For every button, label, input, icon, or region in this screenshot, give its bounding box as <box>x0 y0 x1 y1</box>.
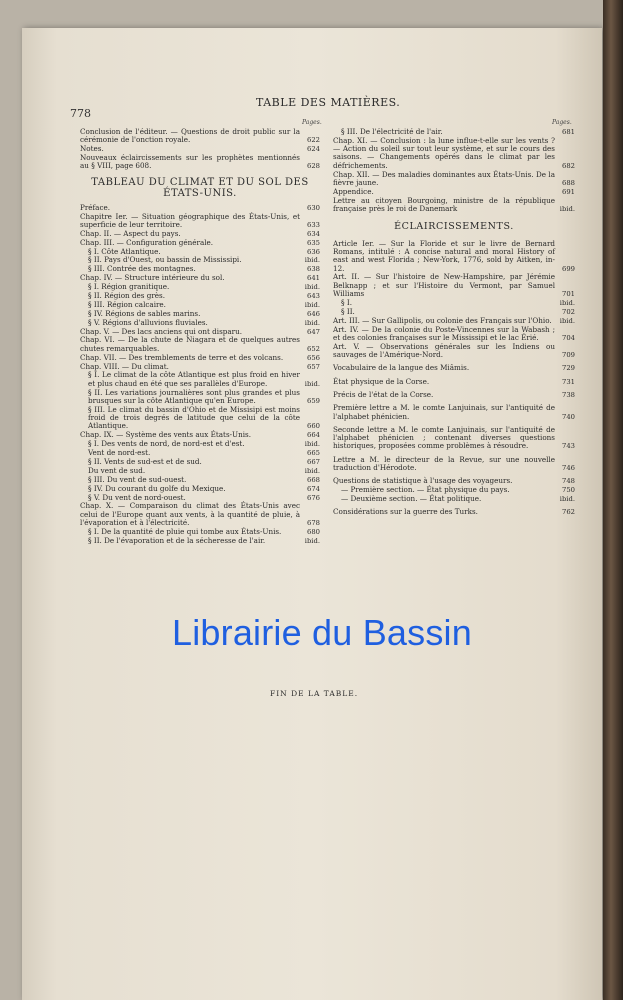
toc-entry-page: 643 <box>307 291 320 300</box>
toc-entry-title: Chapitre Ier. — Situation géographique des États-Unis, et superficie de leur territoire. <box>80 211 300 229</box>
toc-entry <box>333 426 575 451</box>
toc-entry-title: — Première section. — État physique du pays. <box>341 485 510 495</box>
right-top-entries <box>333 128 575 213</box>
toc-entry-page: 630 <box>307 203 320 212</box>
toc-entry <box>333 364 575 372</box>
toc-entry <box>333 317 575 325</box>
toc-entry-title: § V. Du vent de nord-ouest. <box>88 492 186 502</box>
toc-entry-title: § I. Région granitique. <box>88 282 170 292</box>
toc-entry-page: 656 <box>307 353 320 362</box>
toc-entry <box>333 343 575 360</box>
toc-entry-title: Chap. IX. — Système des vents aux États-Unis. <box>80 430 252 440</box>
toc-entry-title: § I. Le climat de la côte Atlantique est plus froid en hiver et plus chaud en été que ses parallèles d'Europe. <box>88 370 300 388</box>
toc-entry-page: 748 <box>562 477 575 486</box>
toc-entry-page: 668 <box>307 475 320 484</box>
toc-entry-page: 647 <box>307 327 320 336</box>
toc-entry-page: ibid. <box>304 318 320 327</box>
toc-entry-title: Notes. <box>80 144 104 154</box>
toc-entry-page: 691 <box>562 187 575 196</box>
toc-entry <box>333 171 575 188</box>
toc-entry-title: Appendice. <box>333 186 374 196</box>
section-title-climat: TABLEAU DU CLIMAT ET DU SOL DES ÉTATS-UNIS. <box>91 176 309 199</box>
toc-entry-title: Art. IV. — De la colonie du Poste-Vincennes sur la Wabash ; et des colonies françaises sur le Mississipi et le lac Érié. <box>333 324 555 342</box>
toc-entry-page: ibid. <box>304 379 320 388</box>
toc-entry-title: Conclusion de l'éditeur. — Questions de droit public sur la cérémonie de l'onction royale. <box>80 127 300 145</box>
toc-entry-page: 646 <box>307 309 320 318</box>
toc-entry-page: ibid. <box>559 495 575 504</box>
toc-entry-title: § III. Région calcaire. <box>88 299 166 309</box>
toc-entry-page: 652 <box>307 344 320 353</box>
pages-label-left: Pages. <box>302 119 322 126</box>
toc-entry-title: § V. Régions d'alluvions fluviales. <box>88 317 208 327</box>
toc-entry <box>333 240 575 273</box>
toc-entry-page: 678 <box>307 518 320 527</box>
toc-entry-title: Lettre a M. le directeur de la Revue, sur une nouvelle traduction d'Hérodote. <box>333 454 555 473</box>
toc-entry-page: 746 <box>562 464 575 473</box>
toc-entry-page: 664 <box>307 431 320 440</box>
toc-entry-title: § II. Région des grès. <box>88 290 166 300</box>
toc-entry-title: Considérations sur la guerre des Turks. <box>333 507 478 517</box>
toc-entry <box>80 502 320 527</box>
toc-entry-page: 750 <box>562 486 575 495</box>
toc-entry-page: 636 <box>307 247 320 256</box>
toc-entry-page: ibid. <box>304 466 320 475</box>
toc-entry-title: § III. Du vent de sud-ouest. <box>88 474 187 484</box>
toc-entry <box>80 371 320 388</box>
toc-entry-title: Chap. XII. — Des maladies dominantes aux États-Unis. De la fièvre jaune. <box>333 169 555 187</box>
book-spine <box>603 0 623 1000</box>
toc-entry-title: § III. Le climat du bassin d'Ohio et de Missisipi est moins froid de trois degrés de latitude que celui de la côte Atlantique. <box>88 404 300 431</box>
toc-entry-page: 676 <box>307 493 320 502</box>
toc-entry <box>333 404 575 421</box>
running-head: TABLE DES MATIÈRES. <box>256 96 401 109</box>
toc-entry <box>80 239 320 247</box>
toc-left-column <box>80 128 320 546</box>
toc-entry <box>80 476 320 484</box>
toc-entry-title: État physique de la Corse. <box>333 376 430 386</box>
toc-entry-title: § I. <box>341 297 353 307</box>
toc-entry-title: Chap. VIII. — Du climat. <box>80 361 169 371</box>
toc-entry-title: Chap. IV. — Structure intérieure du sol. <box>80 273 225 283</box>
toc-entry-page: 738 <box>562 390 575 399</box>
toc-entry-title: — Deuxième section. — État politique. <box>341 494 482 504</box>
toc-entry-title: Chap. XI. — Conclusion : la lune influe-t-elle sur les vents ? — Action du soleil sur tout leur système, et sur le cours des saisons. — Changements opérés dans le climat par les défrichements. <box>333 135 555 170</box>
toc-entry-page: 659 <box>307 396 320 405</box>
toc-entry-title: § II. Les variations journalières sont plus grandes et plus brusques sur la côte Atlantique qu'en Europe. <box>88 387 300 405</box>
toc-entry-page: 624 <box>307 145 320 154</box>
left-main-entries <box>80 204 320 545</box>
left-top-entries <box>80 128 320 171</box>
toc-entry <box>333 273 575 298</box>
toc-entry <box>333 308 575 316</box>
toc-entry <box>333 495 575 503</box>
toc-entry-page: 633 <box>307 220 320 229</box>
toc-entry <box>80 230 320 238</box>
toc-entry <box>80 128 320 145</box>
toc-entry-title: Article Ier. — Sur la Floride et sur le livre de Bernard Romans, intitulé : A concise natural and moral History of east and west Florida ; New-York, 1776, sold by Aitken, in-12. <box>333 238 555 273</box>
toc-entry <box>80 319 320 327</box>
toc-entry-title: Art. II. — Sur l'histoire de New-Hampshire, par Jérémie Belknapp ; et sur l'Histoire du Vermont, par Samuel Williams <box>333 272 555 299</box>
toc-entry-title: Art. III. — Sur Gallipolis, ou colonie des Français sur l'Ohio. <box>333 315 552 325</box>
toc-entry-title: Chap. VI. — De la chute de Niagara et de quelques autres chutes remarquables. <box>80 335 300 353</box>
toc-entry-title: § IV. Du courant du golfe du Mexique. <box>88 483 226 493</box>
toc-entry-page: 740 <box>562 412 575 421</box>
toc-entry <box>80 204 320 212</box>
toc-entry <box>333 137 575 170</box>
toc-entry-title: Art. V. — Observations générales sur les Indiens ou sauvages de l'Amérique-Nord. <box>333 341 555 360</box>
pages-label-right: Pages. <box>552 119 572 126</box>
toc-entry-page: 634 <box>307 229 320 238</box>
toc-entry <box>80 310 320 318</box>
toc-entry-page: 731 <box>562 377 575 386</box>
toc-entry-title: Préface. <box>80 202 111 212</box>
toc-entry-title: § II. Pays d'Ouest, ou bassin de Mississipi. <box>88 255 242 265</box>
toc-entry <box>80 336 320 353</box>
toc-entry-page: 622 <box>307 136 320 145</box>
toc-entry-title: § III. Contrée des montagnes. <box>88 264 196 274</box>
toc-entry <box>80 301 320 309</box>
toc-entry-title: Première lettre a M. le comte Lanjuinais, sur l'antiquité de l'alphabet phénicien. <box>333 403 555 421</box>
toc-entry-title: Seconde lettre a M. le comte Lanjuinais, sur l'antiquité de l'alphabet phénicien ; contenant diverses questions historiques, proposées comme problèmes à résoudre. <box>333 424 555 451</box>
toc-entry-page: 665 <box>307 449 320 458</box>
toc-entry <box>80 458 320 466</box>
section-title-eclaircissements: ÉCLAIRCISSEMENTS. <box>394 221 514 233</box>
toc-entry-title: § II. Vents de sud-est et de sud. <box>88 456 202 466</box>
toc-entry-title: Questions de statistique à l'usage des voyageurs. <box>333 476 513 486</box>
toc-entry <box>333 188 575 196</box>
toc-entry-page: ibid. <box>304 283 320 292</box>
toc-right-column <box>333 128 575 517</box>
toc-entry <box>80 528 320 536</box>
toc-entry-page: ibid. <box>304 536 320 545</box>
toc-entry-page: ibid. <box>559 298 575 307</box>
end-of-table: FIN DE LA TABLE. <box>270 689 359 698</box>
toc-entry-title: § IV. Régions de sables marins. <box>88 308 201 318</box>
toc-entry-title: Vocabulaire de la langue des Miâmis. <box>333 363 470 373</box>
toc-entry-title: Chap. V. — Des lacs anciens qui ont disparu. <box>80 326 242 336</box>
toc-entry-title: Chap. III. — Configuration générale. <box>80 237 214 247</box>
toc-entry <box>80 485 320 493</box>
page-number: 778 <box>70 107 91 120</box>
toc-entry <box>333 299 575 307</box>
toc-entry-page: 641 <box>307 274 320 283</box>
toc-entry-title: Lettre au citoyen Bourgoing, ministre de la république française près le roi de Danemark <box>333 195 555 214</box>
toc-entry-page: 762 <box>562 508 575 517</box>
toc-entry-title: § I. Côte Atlantique. <box>88 246 161 256</box>
toc-entry <box>80 354 320 362</box>
toc-entry-page: ibid. <box>304 440 320 449</box>
toc-entry-page: 681 <box>562 128 575 136</box>
toc-entry-title: § I. Des vents de nord, de nord-est et d'est. <box>88 439 245 449</box>
toc-entry-page: 699 <box>562 264 575 273</box>
toc-entry-page: 743 <box>562 442 575 451</box>
toc-entry <box>80 154 320 171</box>
toc-entry <box>80 406 320 431</box>
toc-entry <box>333 391 575 399</box>
toc-entry-page: 702 <box>562 307 575 316</box>
toc-entry-page: ibid. <box>559 316 575 325</box>
toc-entry-page: 688 <box>562 178 575 187</box>
toc-entry-title: § II. De l'évaporation et de la sécheresse de l'air. <box>88 535 266 545</box>
watermark-text: Librairie du Bassin <box>172 612 472 653</box>
toc-entry <box>333 456 575 473</box>
toc-entry-page: 682 <box>562 161 575 170</box>
toc-entry <box>333 378 575 386</box>
toc-entry-page: 701 <box>562 290 575 299</box>
toc-entry <box>333 197 575 214</box>
toc-entry-page: 729 <box>562 364 575 373</box>
toc-entry-page: 704 <box>562 333 575 342</box>
toc-entry-page: ibid. <box>304 300 320 309</box>
toc-entry-title: Vent de nord-est. <box>88 448 151 458</box>
toc-entry <box>80 389 320 406</box>
toc-entry-page: 638 <box>307 265 320 274</box>
toc-entry <box>80 537 320 545</box>
toc-entry-title: Chap. VII. — Des tremblements de terre et des volcans. <box>80 352 284 362</box>
toc-entry-page: 628 <box>307 162 320 171</box>
toc-entry-page: 680 <box>307 527 320 536</box>
toc-entry <box>333 508 575 516</box>
toc-entry-page: ibid. <box>304 256 320 265</box>
toc-entry-page: 674 <box>307 484 320 493</box>
toc-entry-page: 660 <box>307 422 320 431</box>
toc-entry-title: Précis de l'état de la Corse. <box>333 389 434 399</box>
toc-entry-title: § I. De la quantité de pluie qui tombe aux États-Unis. <box>88 526 282 536</box>
toc-entry-page: 667 <box>307 457 320 466</box>
toc-entry <box>80 467 320 475</box>
toc-entry-title: Du vent de sud. <box>88 465 146 475</box>
toc-entry-page: ibid. <box>559 205 575 214</box>
right-main-entries <box>333 240 575 517</box>
toc-entry-title: Chap. X. — Comparaison du climat des États-Unis avec celui de l'Europe quant aux vents, à la quantité de pluie, à l'évaporation et à l'électricité. <box>80 501 300 527</box>
toc-entry <box>80 213 320 230</box>
toc-entry-page: 657 <box>307 362 320 371</box>
toc-entry-page: 709 <box>562 351 575 360</box>
toc-entry-page: 635 <box>307 238 320 247</box>
toc-entry-title: Chap. II. — Aspect du pays. <box>80 228 181 238</box>
toc-entry-title: § II. <box>341 306 355 316</box>
toc-entry <box>333 326 575 343</box>
toc-entry-title: Nouveaux éclaircissements sur les prophètes mentionnés au § VIII, page 608. <box>80 153 300 171</box>
toc-entry-title: § III. De l'électricité de l'air. <box>341 127 443 136</box>
